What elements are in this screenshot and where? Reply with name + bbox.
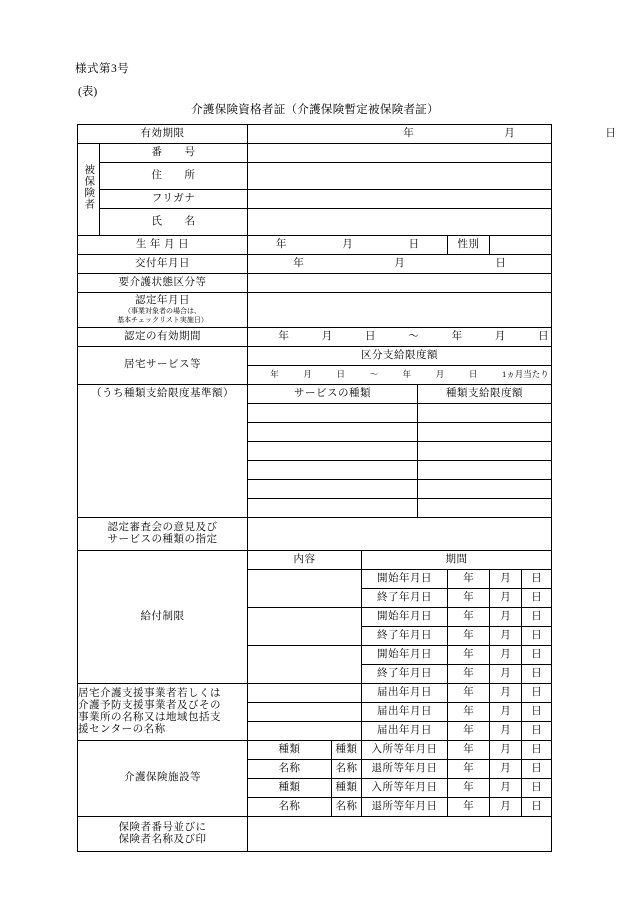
label-start-date: 開始年月日 [362, 646, 448, 665]
day-unit: 日 [495, 257, 506, 269]
day-unit: 日 [364, 330, 376, 342]
cell-start-month: 月 [490, 570, 522, 589]
cell-restriction-content [248, 570, 362, 608]
cell-restriction-content [248, 646, 362, 684]
cell-notify-year: 年 [448, 703, 490, 722]
table-row-facility [78, 741, 552, 760]
year-unit: 年 [403, 127, 414, 139]
value-birthdate [248, 236, 448, 255]
value-facility-field: 名称 [332, 798, 362, 817]
table-row-insurer [78, 817, 552, 852]
label-review-committee: 認定審査会の意見及び サービスの種類の指定 [78, 518, 248, 551]
table-row-issue-date [78, 255, 552, 274]
cell-facility-year: 年 [448, 798, 490, 817]
cell-start-day: 日 [522, 570, 552, 589]
tilde: ～ [369, 369, 379, 380]
cell-end-month: 月 [490, 665, 522, 684]
label-insurer-info: 保険者番号並びに 保険者名称及び印 [78, 817, 248, 852]
tilde: ～ [408, 330, 419, 342]
value-issue-date [248, 255, 552, 274]
label-facility-field: 種類 [248, 779, 332, 798]
cell-type-limit [418, 404, 552, 423]
label-number: 番 号 [100, 144, 248, 163]
cell-start-day: 日 [522, 608, 552, 627]
year-unit: 年 [275, 238, 287, 250]
cell-facility-year: 年 [448, 760, 490, 779]
label-gender: 性別 [448, 236, 490, 255]
value-furigana [248, 190, 552, 209]
cell-service-type [248, 442, 418, 461]
value-valid-period [248, 125, 616, 144]
header-period: 期間 [362, 551, 552, 570]
label-facility-date: 退所等年月日 [362, 798, 448, 817]
table-row-furigana [78, 190, 552, 209]
year-unit: 年 [270, 369, 279, 380]
label-notification-date: 届出年月日 [362, 722, 448, 741]
header-content: 内容 [248, 551, 362, 570]
cell-start-year: 年 [448, 570, 490, 589]
month-unit: 月 [394, 257, 405, 269]
year-unit: 年 [293, 257, 304, 269]
cell-service-type [248, 480, 418, 499]
label-care-level: 要介護状態区分等 [78, 274, 248, 293]
year-unit: 年 [278, 330, 289, 342]
day-unit: 日 [605, 127, 616, 139]
cell-type-limit [418, 423, 552, 442]
day-unit: 日 [408, 238, 420, 250]
value-facility-field: 種類 [332, 779, 362, 798]
cell-type-limit [418, 480, 552, 499]
label-facility: 介護保険施設等 [78, 741, 248, 817]
cell-service-type [248, 404, 418, 423]
cell-start-month: 月 [490, 608, 522, 627]
label-facility-field: 種類 [248, 741, 332, 760]
cell-start-month: 月 [490, 646, 522, 665]
cell-start-day: 日 [522, 646, 552, 665]
value-category-limit [248, 366, 552, 385]
cell-facility-month: 月 [490, 798, 522, 817]
cell-end-month: 月 [490, 627, 522, 646]
cell-type-limit [418, 499, 552, 518]
cell-facility-day: 日 [522, 779, 552, 798]
header-type-limit: 種類支給限度額 [418, 385, 552, 404]
value-review-committee [248, 518, 552, 551]
cell-service-type [248, 423, 418, 442]
label-end-date: 終了年月日 [362, 665, 448, 684]
label-facility-date: 入所等年月日 [362, 779, 448, 798]
value-certification-period [248, 328, 552, 347]
cell-facility-day: 日 [522, 760, 552, 779]
cell-facility-month: 月 [490, 741, 522, 760]
label-start-date: 開始年月日 [362, 570, 448, 589]
label-notification-date: 届出年月日 [362, 684, 448, 703]
year-unit: 年 [402, 369, 412, 380]
value-support-provider [248, 684, 362, 703]
cell-service-type [248, 499, 418, 518]
label-address: 住 所 [100, 163, 248, 190]
table-row-number [78, 144, 552, 163]
cell-restriction-content [248, 608, 362, 646]
header-service-type: サービスの種類 [248, 385, 418, 404]
cell-end-day: 日 [522, 627, 552, 646]
label-issue-date: 交付年月日 [78, 255, 248, 274]
label-birthdate: 生 年 月 日 [78, 236, 248, 255]
label-support-provider: 居宅介護支援事業者若しくは 介護予防支援事業者及びその 事業所の名称又は地域包括支 援センターの名称 [78, 684, 248, 741]
day-unit: 日 [336, 369, 345, 380]
cell-end-day: 日 [522, 665, 552, 684]
cell-notify-day: 日 [522, 722, 552, 741]
month-unit: 月 [342, 238, 353, 250]
day-unit: 日 [468, 369, 478, 380]
table-row-restriction-header [78, 551, 552, 570]
table-row-valid-period [78, 125, 552, 144]
cell-facility-day: 日 [522, 741, 552, 760]
table-row-care-level [78, 274, 552, 293]
label-end-date: 終了年月日 [362, 627, 448, 646]
month-unit: 月 [504, 127, 515, 139]
label-facility-date: 退所等年月日 [362, 760, 448, 779]
value-insurer-info [248, 817, 552, 852]
value-address [248, 163, 552, 190]
cell-facility-year: 年 [448, 779, 490, 798]
value-support-provider [248, 703, 362, 722]
form-number: 様式第3号 [75, 63, 130, 75]
label-type-limit-base: （うち種類支給限度基準額） [78, 385, 248, 518]
table-row-certification-date [78, 293, 552, 328]
cell-service-type [248, 461, 418, 480]
label-facility-date: 入所等年月日 [362, 741, 448, 760]
insurance-qualification-form [77, 124, 616, 852]
table-row-birthdate [78, 236, 552, 255]
month-unit: 月 [435, 369, 445, 380]
table-row-support-provider [78, 684, 552, 703]
cell-notify-day: 日 [522, 703, 552, 722]
document-title: 介護保険資格者証（介護保険暫定被保険者証） [191, 104, 439, 116]
label-facility-field: 名称 [248, 798, 332, 817]
label-benefit-restriction: 給付制限 [78, 551, 248, 684]
label-furigana: フリガナ [100, 190, 248, 209]
value-care-level [248, 274, 552, 293]
cell-notify-month: 月 [490, 684, 522, 703]
label-certification-period: 認定の有効期間 [78, 328, 248, 347]
cell-end-day: 日 [522, 589, 552, 608]
cell-notify-month: 月 [490, 722, 522, 741]
cell-end-year: 年 [448, 589, 490, 608]
cell-end-year: 年 [448, 627, 490, 646]
value-certification-date [248, 293, 552, 328]
value-facility-field: 名称 [332, 760, 362, 779]
cell-facility-day: 日 [522, 798, 552, 817]
label-start-date: 開始年月日 [362, 608, 448, 627]
per-month-unit: 1ヵ月当たり [501, 369, 549, 380]
cell-facility-year: 年 [448, 741, 490, 760]
label-end-date: 終了年月日 [362, 589, 448, 608]
cell-facility-month: 月 [490, 779, 522, 798]
month-unit: 月 [494, 330, 506, 342]
value-number [248, 144, 552, 163]
table-row-type-limit-header [78, 385, 552, 404]
cell-end-month: 月 [490, 589, 522, 608]
label-certification-date: 認定年月日 （事業対象者の場合は、 基本チェックリスト実施日） [78, 293, 248, 328]
label-notification-date: 届出年月日 [362, 703, 448, 722]
label-category-limit: 区分支給限度額 [248, 347, 552, 366]
month-unit: 月 [321, 330, 333, 342]
cell-facility-month: 月 [490, 760, 522, 779]
table-row-name [78, 209, 552, 236]
label-valid-period: 有効期限 [78, 125, 248, 144]
cell-start-year: 年 [448, 608, 490, 627]
cell-notify-month: 月 [490, 703, 522, 722]
year-unit: 年 [451, 330, 463, 342]
day-unit: 日 [538, 330, 549, 342]
label-insured-person: 被保険者 [78, 144, 100, 236]
value-gender [490, 236, 552, 255]
value-facility-field: 種類 [332, 741, 362, 760]
label-name: 氏 名 [100, 209, 248, 236]
cell-notify-year: 年 [448, 684, 490, 703]
value-name [248, 209, 552, 236]
cell-notify-year: 年 [448, 722, 490, 741]
table-row-home-service-header [78, 347, 552, 366]
label-home-service: 居宅サービス等 [78, 347, 248, 385]
cell-type-limit [418, 461, 552, 480]
table-row-address [78, 163, 552, 190]
label-facility-field: 名称 [248, 760, 332, 779]
value-support-provider [248, 722, 362, 741]
cell-start-year: 年 [448, 646, 490, 665]
cell-end-year: 年 [448, 665, 490, 684]
table-row-certification-period [78, 328, 552, 347]
side-label: (表) [78, 86, 98, 98]
cell-type-limit [418, 442, 552, 461]
month-unit: 月 [303, 369, 312, 380]
cell-notify-day: 日 [522, 684, 552, 703]
table-row-review-committee [78, 518, 552, 551]
